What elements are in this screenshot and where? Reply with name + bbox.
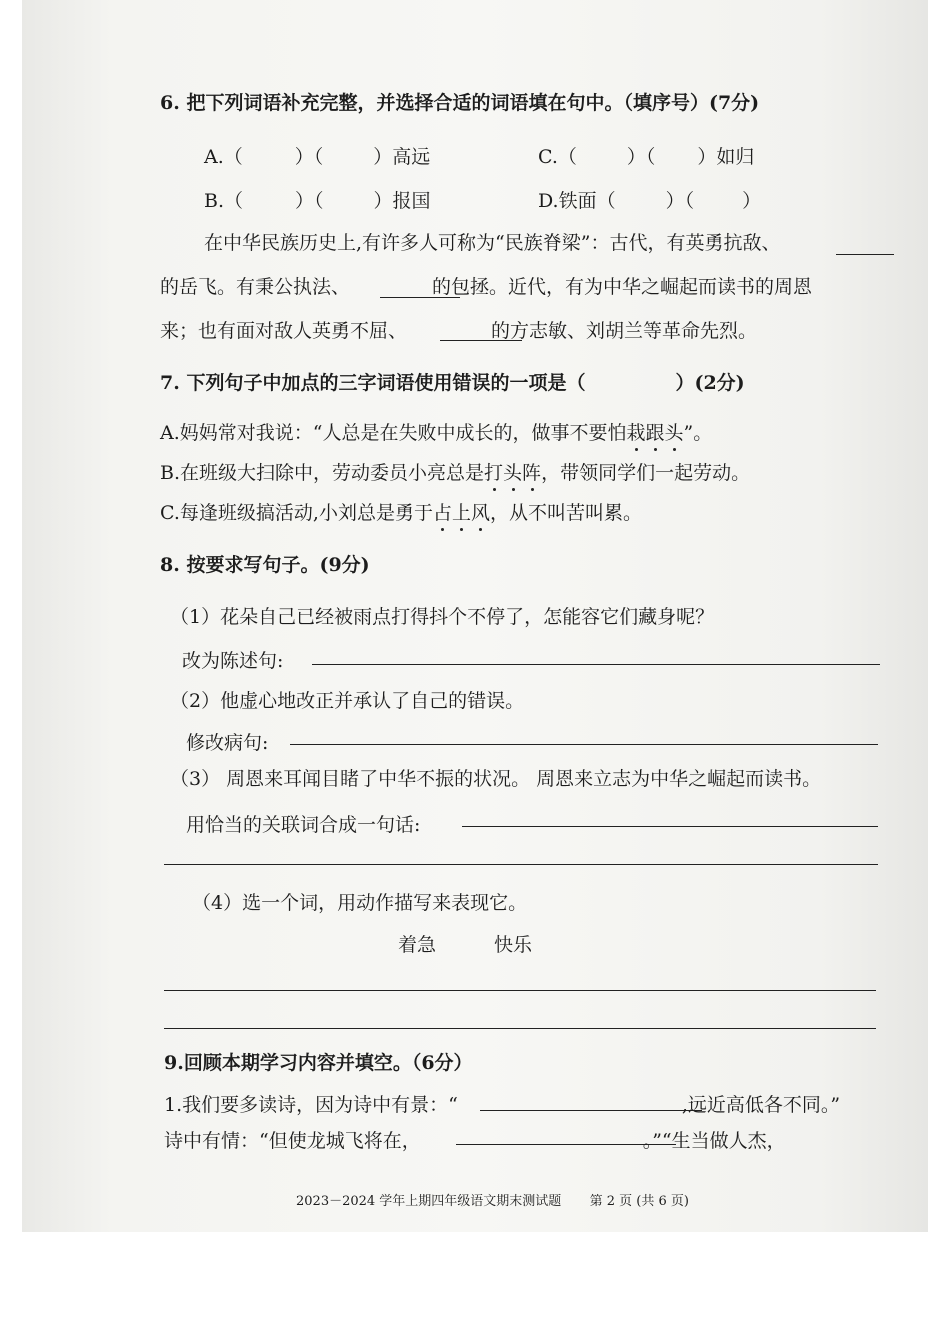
q7-dotted-char: 头 <box>665 418 684 445</box>
q6-blank-2[interactable] <box>380 297 460 298</box>
q6-option-b-label: B.（ <box>204 190 244 212</box>
q7-option-c-text: C.每逢班级搞活动,小刘总是勇于 <box>160 502 433 524</box>
q7-option-b-text: B.在班级大扫除中，劳动委员小亮总是 <box>160 462 485 484</box>
q6-option-c <box>538 142 754 169</box>
q8-sentence-4: （4）选一个词，用动作描写来表现它。 <box>192 892 528 914</box>
q8-sentence-3: （3） 周恩来耳闻目睹了中华不振的状况。 周恩来立志为中华之崛起而读书。 <box>170 768 822 790</box>
q6-option-a-end: ）高远 <box>373 146 431 168</box>
q6-paragraph-line1: 在中华民族历史上,有许多人可称为“民族脊梁”：古代，有英勇抗敌、 <box>204 232 781 254</box>
q6-title: 6. 把下列词语补充完整，并选择合适的词语填在句中。（填序号）(7分) <box>160 92 760 114</box>
q9-line-1 <box>164 1090 840 1117</box>
q7-dotted-char: 阵 <box>522 458 541 485</box>
q9-blank-1[interactable] <box>480 1110 702 1111</box>
q6-option-d-mid: ）（ <box>665 190 695 212</box>
q6-option-d-end: ） <box>742 190 762 212</box>
q7-option-a-end: ”。 <box>683 422 713 444</box>
q6-blank-3[interactable] <box>440 340 522 341</box>
q7-dotted-char: 占 <box>433 498 452 525</box>
q7-option-c <box>160 498 642 525</box>
q6-paragraph-line3-a: 来；也有面对敌人英勇不屈、 <box>160 320 408 342</box>
q6-option-a-mid: ）（ <box>294 146 324 168</box>
q8-word-option: 着急 <box>398 934 437 956</box>
q7-option-b-end: ，带领同学们一起劳动。 <box>541 462 751 484</box>
q6-option-a <box>204 142 430 169</box>
q7-option-a <box>160 418 712 445</box>
q8-sentence-1: （1）花朵自己已经被雨点打得抖个不停了，怎能容它们藏身呢？ <box>170 606 715 628</box>
q8-answer-line-3b[interactable] <box>164 864 878 865</box>
q6-option-b-end: ）报国 <box>373 190 431 212</box>
q6-option-d <box>538 186 761 213</box>
q9-line-2-b: 。”“生当做人杰， <box>642 1130 786 1152</box>
q7-dotted-char: 风 <box>471 498 490 525</box>
q8-prompt-3: 用恰当的关联词合成一句话: <box>186 814 421 836</box>
q8-word-option: 快乐 <box>494 934 533 956</box>
q6-option-c-mid: ）（ <box>626 146 656 168</box>
q7-option-b <box>160 458 750 485</box>
q8-answer-line-1[interactable] <box>312 664 880 665</box>
q7-dotted-char: 打 <box>484 458 503 485</box>
q7-dotted-char: 跟 <box>646 418 665 445</box>
q8-prompt-1: 改为陈述句: <box>182 650 284 672</box>
q8-sentence-2: （2）他虚心地改正并承认了自己的错误。 <box>170 690 525 712</box>
q9-title: 9.回顾本期学习内容并填空。（6分） <box>164 1052 473 1074</box>
q7-option-c-end: ，从不叫苦叫累。 <box>490 502 643 524</box>
q7-dotted-char: 栽 <box>626 418 645 445</box>
q6-paragraph-line2 <box>160 272 812 299</box>
q6-option-d-label: D.铁面（ <box>538 190 616 212</box>
q9-line-2-a: 诗中有情：“但使龙城飞将在， <box>164 1130 421 1152</box>
q7-title <box>160 368 745 395</box>
q6-paragraph-line3-b: 的方志敏、刘胡兰等革命先烈。 <box>491 320 758 342</box>
q6-option-b <box>204 186 431 213</box>
q6-option-b-mid: ）（ <box>295 190 324 212</box>
q8-title: 8. 按要求写句子。(9分) <box>160 554 370 576</box>
q6-option-c-end: ）如归 <box>697 146 755 168</box>
q9-line-1-a: 1.我们要多读诗，因为诗中有景：“ <box>164 1094 458 1116</box>
q7-dotted-char: 头 <box>503 458 522 485</box>
q8-prompt-2: 修改病句: <box>186 732 269 754</box>
q9-line-1-b: ,远近高低各不同。” <box>681 1094 841 1116</box>
q7-title-text: 7. 下列句子中加点的三字词语使用错误的一项是（ <box>160 372 586 394</box>
q6-option-c-label: C.（ <box>538 146 577 168</box>
q9-blank-2[interactable] <box>456 1144 676 1145</box>
q7-dotted-char: 上 <box>452 498 471 525</box>
q6-paragraph-line2-a: 的岳飞。有秉公执法、 <box>160 276 351 298</box>
q9-line-2 <box>164 1126 786 1153</box>
q6-paragraph-line2-b: 的包拯。近代，有为中华之崛起而读书的周恩 <box>432 276 813 298</box>
q8-answer-line-4a[interactable] <box>164 990 876 991</box>
q6-paragraph-line3 <box>160 316 757 343</box>
q8-answer-line-3a[interactable] <box>462 826 878 827</box>
footer-exam-title: 2023－2024 学年上期四年级语文期末测试题 <box>296 1194 562 1209</box>
q8-answer-line-4b[interactable] <box>164 1028 876 1029</box>
q7-option-a-text: A.妈妈常对我说：“人总是在失败中成长的，做事不要怕 <box>160 422 627 444</box>
footer-page-number: 第 2 页 (共 6 页) <box>589 1194 689 1209</box>
q7-title-end: ）(2分) <box>675 372 745 394</box>
page-footer <box>296 1190 689 1209</box>
q8-answer-line-2[interactable] <box>290 744 878 745</box>
q6-blank-1[interactable] <box>836 254 894 255</box>
q6-option-a-label: A.（ <box>204 146 243 168</box>
